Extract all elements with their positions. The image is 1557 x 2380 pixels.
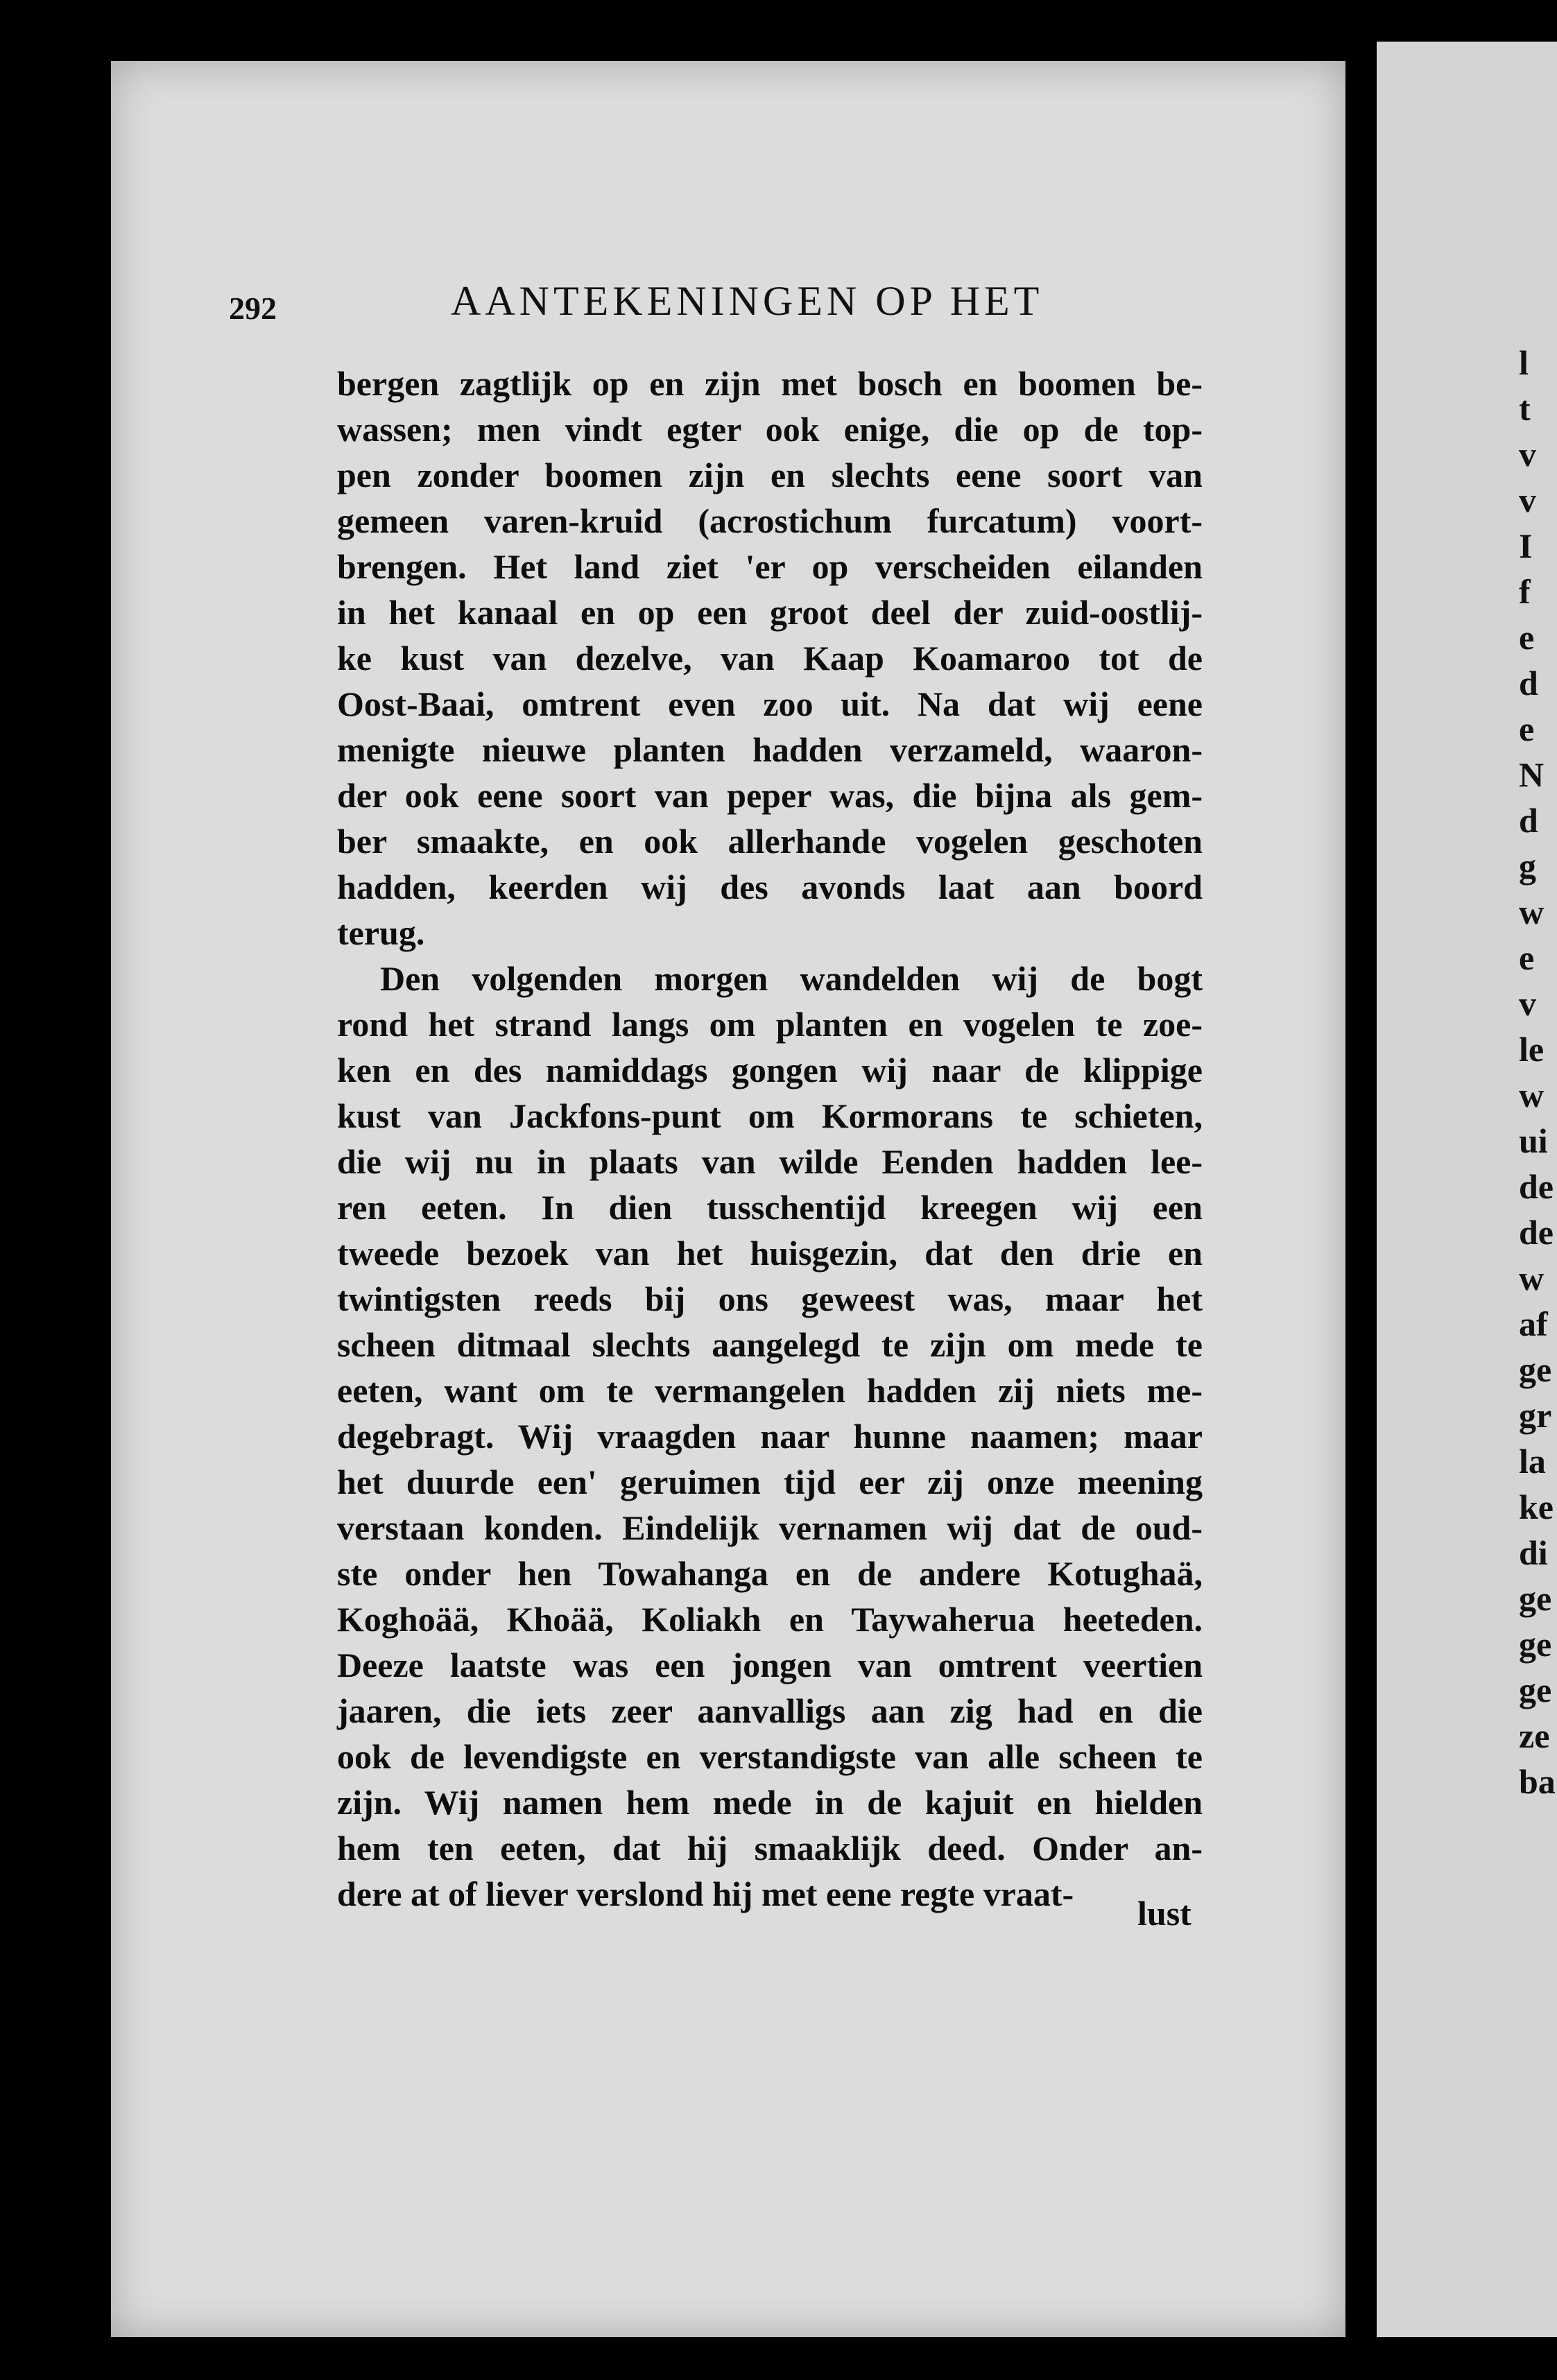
right-page-fragment: e — [1519, 938, 1535, 977]
text-line: menigte nieuwe planten hadden verzameld, waaron- — [337, 730, 1203, 769]
catchword: lust — [1137, 1894, 1192, 1933]
text-line: ken en des namiddags gongen wij naar de klippige — [337, 1051, 1203, 1089]
right-page-fragment: t — [1519, 389, 1531, 428]
text-line: zijn. Wij namen hem mede in de kajuit en hielden — [337, 1783, 1203, 1822]
right-page-fragment: f — [1519, 572, 1531, 611]
text-line: jaaren, die iets zeer aanvalligs aan zig had en die — [337, 1691, 1203, 1730]
right-page-fragment: ba — [1519, 1762, 1556, 1801]
text-line: kust van Jackfons-punt om Kormorans te schieten, — [337, 1096, 1203, 1135]
page-number: 292 — [229, 291, 277, 326]
right-page-fragment: af — [1519, 1304, 1548, 1343]
right-page-fragment: l — [1519, 343, 1529, 382]
right-page-fragment: e — [1519, 709, 1535, 748]
text-line: verstaan konden. Eindelijk vernamen wij dat de oud- — [337, 1508, 1203, 1547]
right-page-fragment: v — [1519, 481, 1536, 519]
text-line: rond het strand langs om planten en vogelen te zoe- — [337, 1005, 1203, 1044]
right-page-fragment: d — [1519, 801, 1538, 840]
text-line: ke kust van dezelve, van Kaap Koamaroo tot de — [337, 639, 1203, 678]
right-page-fragment: ge — [1519, 1579, 1552, 1618]
text-line: degebragt. Wij vraagden naar hunne naamen; maar — [337, 1417, 1203, 1456]
text-line: die wij nu in plaats van wilde Eenden hadden lee- — [337, 1142, 1203, 1181]
text-line: Koghoää, Khoää, Koliakh en Taywaherua heeteden. — [337, 1600, 1203, 1639]
text-line: het duurde een' geruimen tijd eer zij onze meening — [337, 1463, 1203, 1501]
right-page-fragment: ze — [1519, 1716, 1550, 1755]
right-page-fragment: ge — [1519, 1671, 1552, 1709]
text-line: brengen. Het land ziet 'er op verscheiden eilanden — [337, 547, 1203, 586]
right-page-fragment: w — [1519, 1076, 1545, 1114]
right-page-fragment: d — [1519, 664, 1538, 702]
text-line: ren eeten. In dien tusschentijd kreegen wij een — [337, 1188, 1203, 1227]
text-line: scheen ditmaal slechts aangelegd te zijn om mede te — [337, 1325, 1203, 1364]
right-page-fragment: ge — [1519, 1350, 1552, 1389]
body-text — [337, 361, 1203, 1917]
text-line: Deeze laatste was een jongen van omtrent veertien — [337, 1646, 1203, 1684]
page-header — [229, 277, 1089, 340]
text-line: dere at of liever verslond hij met eene regte vraat- — [337, 1874, 1074, 1913]
text-line: Den volgenden morgen wandelden wij de bogt — [380, 959, 1203, 998]
right-page-fragment: la — [1519, 1442, 1546, 1481]
text-line: bergen zagtlijk op en zijn met bosch en boomen be- — [337, 364, 1203, 403]
text-line: in het kanaal en op een groot deel der zuid-oostlij- — [337, 593, 1203, 632]
right-page-text-fragments — [1519, 340, 1554, 1804]
right-page-fragment: v — [1519, 984, 1536, 1023]
text-line: pen zonder boomen zijn en slechts eene soort van — [337, 456, 1203, 494]
right-page-fragment: le — [1519, 1030, 1545, 1069]
text-line: ste onder hen Towahanga en de andere Kotughaä, — [337, 1554, 1203, 1593]
text-line: hadden, keerden wij des avonds laat aan boord — [337, 868, 1203, 906]
right-page-fragment: w — [1519, 1259, 1545, 1297]
right-page-fragment: g — [1519, 847, 1536, 886]
text-line: terug. — [337, 913, 425, 952]
right-page-fragment: v — [1519, 435, 1536, 474]
text-line: hem ten eeten, dat hij smaaklijk deed. Onder an- — [337, 1829, 1203, 1868]
right-page-fragment: I — [1519, 526, 1533, 565]
running-head: AANTEKENINGEN OP HET — [451, 278, 1044, 324]
text-line: ook de levendigste en verstandigste van alle scheen te — [337, 1737, 1203, 1776]
right-page-fragment: e — [1519, 618, 1535, 657]
right-page-fragment: N — [1519, 755, 1545, 794]
text-line: twintigsten reeds bij ons geweest was, maar het — [337, 1279, 1203, 1318]
text-line: gemeen varen-kruid (acrostichum furcatum) voort- — [337, 501, 1203, 540]
text-line: wassen; men vindt egter ook enige, die op de top- — [337, 410, 1203, 449]
text-line: Oost-Baai, omtrent even zoo uit. Na dat wij eene — [337, 684, 1203, 723]
right-page-fragment: ke — [1519, 1488, 1554, 1526]
text-line: tweede bezoek van het huisgezin, dat den drie en — [337, 1234, 1203, 1273]
text-line: ber smaakte, en ook allerhande vogelen geschoten — [337, 822, 1203, 861]
right-page-fragment: w — [1519, 892, 1545, 931]
right-page-fragment: ui — [1519, 1121, 1548, 1160]
text-line: eeten, want om te vermangelen hadden zij niets me- — [337, 1371, 1203, 1410]
right-page-fragment: de — [1519, 1213, 1554, 1252]
right-page-fragment: gr — [1519, 1396, 1552, 1435]
text-line: der ook eene soort van peper was, die bijna als gem- — [337, 776, 1203, 815]
right-page-fragment: de — [1519, 1167, 1554, 1206]
right-page-fragment: ge — [1519, 1625, 1552, 1664]
right-page-fragment: di — [1519, 1533, 1548, 1572]
